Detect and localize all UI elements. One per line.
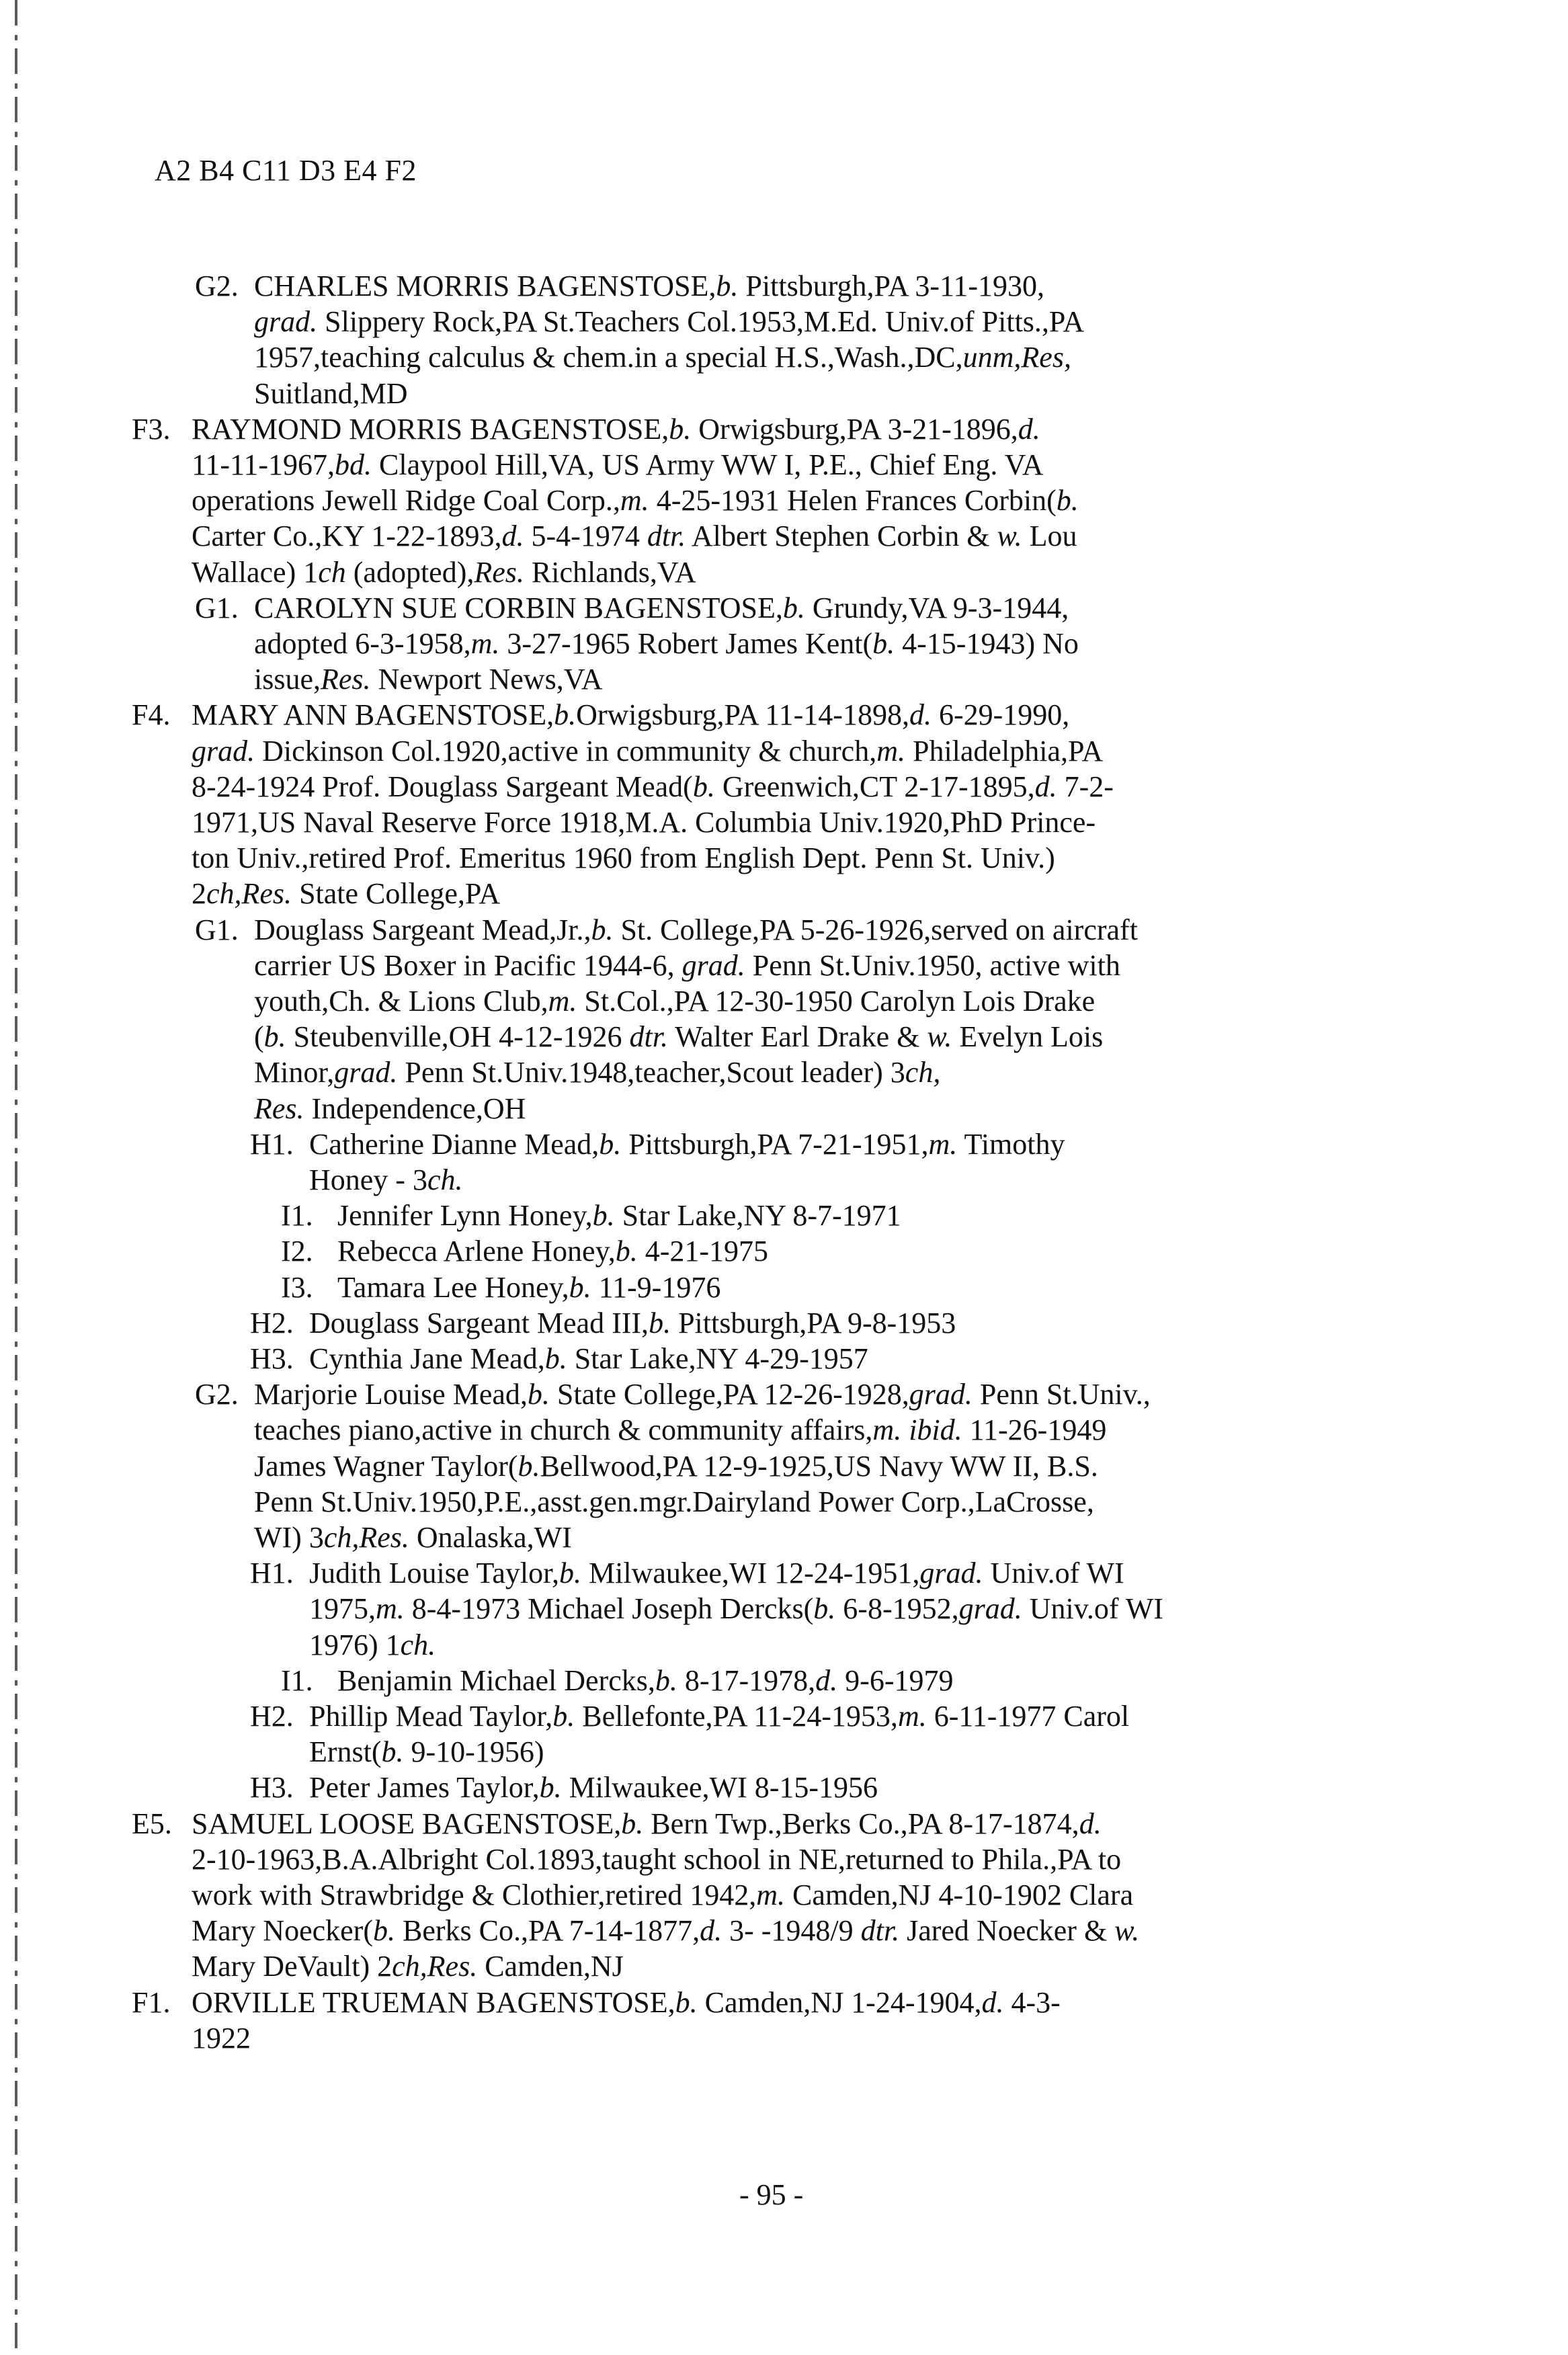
entry-continuation-line	[309, 1628, 436, 1663]
entry-text: Cynthia Jane Mead,	[309, 1342, 545, 1375]
entry-text: 11-26-1949	[962, 1413, 1107, 1447]
abbreviation-italic: ch,Res.	[392, 1950, 478, 1983]
abbreviation-italic: b.	[615, 1235, 638, 1268]
entry-text: Pittsburgh,PA 9-8-1953	[671, 1306, 956, 1339]
abbreviation-italic: b.	[527, 1378, 550, 1411]
abbreviation-italic: ch.	[427, 1163, 463, 1196]
abbreviation-italic: m.	[756, 1878, 785, 1911]
entry-label: I2.	[281, 1235, 313, 1268]
abbreviation-italic: b.	[544, 1342, 567, 1375]
entry-text: 6-11-1977 Carol	[926, 1700, 1130, 1733]
entry-text: Tamara Lee Honey,	[337, 1270, 569, 1304]
abbreviation-italic: w.	[927, 1020, 952, 1054]
entry-label: I3.	[281, 1270, 313, 1304]
abbreviation-italic: b.	[518, 1449, 540, 1483]
entry-text: 8-24-1924 Prof. Douglass Sargeant Mead(	[192, 770, 693, 803]
entry-text: Jared Noecker &	[899, 1914, 1115, 1948]
entry-continuation-line	[192, 1842, 1121, 1877]
entry-text: Marjorie Louise Mead,	[254, 1378, 528, 1411]
abbreviation-italic: b.	[813, 1592, 836, 1626]
entry-continuation-line	[192, 448, 1043, 483]
entry-text: Univ.of WI	[1022, 1592, 1163, 1626]
abbreviation-italic: b.	[263, 1020, 286, 1054]
entry-text: 4-15-1943) No	[895, 627, 1079, 660]
entry-text: Milwaukee,WI 12-24-1951,	[581, 1557, 920, 1590]
abbreviation-italic: m.	[548, 985, 577, 1018]
abbreviation-italic: b.	[559, 1557, 581, 1590]
entry-text: Douglass Sargeant Mead III,	[309, 1306, 649, 1339]
entry-text: Minor,	[254, 1056, 335, 1089]
entry-text: St. College,PA 5-26-1926,served on aircraft	[613, 913, 1138, 946]
entry-text: Steubenville,OH 4-12-1926	[286, 1020, 630, 1054]
entry-text: Judith Louise Taylor,	[309, 1557, 559, 1590]
entry-continuation-line	[192, 734, 1103, 769]
entry-text: CHARLES MORRIS BAGENSTOSE,	[254, 270, 716, 302]
entry-text: RAYMOND MORRIS BAGENSTOSE,	[192, 412, 669, 446]
entry-text: youth,Ch. & Lions Club,	[254, 985, 548, 1018]
abbreviation-italic: b.	[381, 1735, 404, 1769]
entry-text: Claypool Hill,VA, US Army WW I, P.E., Chief Eng. VA	[372, 448, 1044, 481]
abbreviation-italic: dtr.	[860, 1914, 900, 1948]
entry-text: Orwigsburg,PA 11-14-1898,	[576, 698, 909, 732]
entry-text: Dickinson Col.1920,active in community & church,	[255, 734, 877, 768]
abbreviation-italic: m.	[470, 627, 500, 660]
entry-text: 2	[192, 877, 206, 911]
entry-label: H1.	[250, 1127, 294, 1161]
entry-continuation-line	[254, 1485, 1094, 1520]
entry-text: 9-6-1979	[837, 1663, 954, 1697]
entry-text: 1922	[192, 2021, 251, 2055]
abbreviation-italic: w.	[997, 520, 1022, 553]
entry-line	[192, 698, 1069, 733]
abbreviation-italic: b.	[599, 1127, 622, 1161]
abbreviation-italic: unm,Res,	[962, 341, 1071, 374]
entry-continuation-line	[192, 805, 1096, 840]
abbreviation-italic: b.	[692, 770, 715, 803]
entry-label: F3.	[132, 412, 171, 446]
entry-text: 3-27-1965 Robert James Kent(	[499, 627, 873, 660]
entry-label: G2.	[195, 1378, 239, 1411]
abbreviation-italic: d.	[815, 1663, 838, 1697]
entry-continuation-line	[254, 1055, 940, 1090]
entry-text: 9-10-1956)	[403, 1735, 544, 1769]
entry-text: Mary DeVault) 2	[192, 1950, 393, 1983]
abbreviation-italic: dtr.	[647, 520, 686, 553]
entry-text: Star Lake,NY 4-29-1957	[567, 1342, 868, 1375]
entry-text: issue,	[254, 663, 321, 696]
entry-label: G2.	[195, 270, 239, 302]
entry-continuation-line	[192, 1949, 624, 1984]
entry-label: F1.	[132, 1985, 171, 2019]
entry-text: Bellwood,PA 12-9-1925,US Navy WW II, B.S.	[540, 1449, 1098, 1483]
entry-label: H2.	[250, 1306, 294, 1339]
entry-text: 4-21-1975	[637, 1235, 769, 1268]
entry-text: Camden,NJ 4-10-1902 Clara	[784, 1878, 1134, 1911]
entry-continuation-line	[254, 1091, 526, 1126]
abbreviation-italic: b.	[782, 591, 805, 624]
entry-label: H2.	[250, 1700, 294, 1733]
entry-text: 8-17-1978,	[677, 1663, 816, 1697]
entry-text: Milwaukee,WI 8-15-1956	[561, 1771, 878, 1805]
entry-text: Grundy,VA 9-3-1944,	[804, 591, 1069, 624]
entry-text: Honey - 3	[309, 1163, 427, 1196]
entry-text: Penn St.Univ.,	[972, 1378, 1151, 1411]
entry-text: Phillip Mead Taylor,	[309, 1700, 553, 1733]
entry-text: Pittsburgh,PA 3-11-1930,	[738, 270, 1044, 302]
entry-line	[337, 1663, 953, 1698]
abbreviation-italic: b.	[569, 1270, 591, 1304]
entry-label: G1.	[195, 913, 239, 946]
entry-continuation-line	[254, 626, 1079, 661]
abbreviation-italic: m.	[876, 734, 905, 768]
entry-continuation-line	[254, 984, 1095, 1019]
abbreviation-italic: ch,Res.	[206, 877, 292, 911]
entry-continuation-line	[254, 376, 408, 411]
abbreviation-italic: grad.	[192, 734, 255, 768]
entry-continuation-line	[192, 841, 1055, 876]
abbreviation-italic: ch.	[400, 1628, 436, 1661]
entry-text: 4-3-	[1003, 1985, 1061, 2019]
entry-text: work with Strawbridge & Clothier,retired 1942,	[192, 1878, 757, 1911]
entry-text: Orwigsburg,PA 3-21-1896,	[691, 412, 1018, 446]
entry-line	[309, 1306, 956, 1341]
entry-text: 11-11-1967,	[192, 448, 335, 481]
entry-continuation-line	[254, 1449, 1098, 1484]
entry-text: 6-29-1990,	[931, 698, 1070, 732]
entry-line	[337, 1198, 901, 1233]
entry-text: 2-10-1963,B.A.Albright Col.1893,taught school in NE,returned to Phila.,PA to	[192, 1842, 1122, 1876]
entry-text: 8-4-1973 Michael Joseph Dercks(	[404, 1592, 814, 1626]
entry-text: Lou	[1022, 520, 1077, 553]
entry-line	[337, 1234, 768, 1269]
abbreviation-italic: b.	[592, 1199, 615, 1233]
entry-text: adopted 6-3-1958,	[254, 627, 471, 660]
abbreviation-italic: ch	[318, 555, 346, 589]
entry-line	[254, 913, 1138, 948]
entry-continuation-line	[192, 2021, 251, 2056]
entry-text: Catherine Dianne Mead,	[309, 1127, 600, 1161]
abbreviation-italic: Res.	[321, 663, 371, 696]
abbreviation-italic: w.	[1114, 1914, 1140, 1948]
entry-text: Jennifer Lynn Honey,	[337, 1199, 593, 1233]
entry-line	[254, 1377, 1151, 1412]
entry-text: Penn St.Univ.1950, active with	[745, 948, 1120, 982]
entry-line	[309, 1770, 878, 1805]
entry-text: Suitland,MD	[254, 376, 408, 410]
entry-text: State College,PA	[292, 877, 501, 911]
entry-line	[192, 1985, 1061, 2020]
entry-text: Greenwich,CT 2-17-1895,	[714, 770, 1035, 803]
entry-continuation-line	[192, 483, 1079, 518]
entry-label: F4.	[132, 698, 171, 732]
entry-text: Pittsburgh,PA 7-21-1951,	[621, 1127, 929, 1161]
entry-text: James Wagner Taylor(	[254, 1449, 518, 1483]
abbreviation-italic: b.	[372, 1914, 395, 1948]
abbreviation-italic: b.	[872, 627, 895, 660]
entry-continuation-line	[309, 1735, 544, 1770]
entry-text: Walter Earl Drake &	[667, 1020, 927, 1054]
entry-text: 1957,teaching calculus & chem.in a special H.S.,Wash.,DC,	[254, 341, 963, 374]
binding-margin-marks	[15, 0, 17, 2355]
entry-text: (adopted),	[345, 555, 474, 589]
entry-text: Slippery Rock,PA St.Teachers Col.1953,M.Ed. Univ.of Pitts.,PA	[317, 305, 1085, 339]
entry-line	[254, 591, 1069, 626]
entry-text: Independence,OH	[304, 1091, 526, 1125]
entry-continuation-line	[254, 1413, 1106, 1448]
abbreviation-italic: b.	[591, 913, 614, 946]
abbreviation-italic: grad.	[682, 948, 745, 982]
entry-line	[309, 1699, 1129, 1734]
abbreviation-italic: b.	[655, 1663, 677, 1697]
abbreviation-italic: b.	[716, 270, 739, 302]
entry-text: 11-9-1976	[591, 1270, 721, 1304]
abbreviation-italic: Res.	[474, 555, 524, 589]
abbreviation-italic: d.	[1018, 412, 1040, 446]
entry-label: E5.	[132, 1807, 172, 1840]
entry-continuation-line	[254, 340, 1071, 375]
entry-text: Wallace) 1	[192, 555, 319, 589]
entry-text: ton Univ.,retired Prof. Emeritus 1960 from English Dept. Penn St. Univ.)	[192, 841, 1055, 875]
entry-text: Penn St.Univ.1950,P.E.,asst.gen.mgr.Dairyland Power Corp.,LaCrosse,	[254, 1485, 1094, 1518]
entry-text: Benjamin Michael Dercks,	[337, 1663, 655, 1697]
abbreviation-italic: bd.	[335, 448, 372, 481]
abbreviation-italic: d.	[909, 698, 932, 732]
entry-text: Evelyn Lois	[952, 1020, 1104, 1054]
entry-continuation-line	[254, 1520, 572, 1555]
abbreviation-italic: b.	[649, 1306, 671, 1339]
abbreviation-italic: m.	[620, 484, 649, 518]
abbreviation-italic: d.	[1079, 1807, 1102, 1840]
entry-text: Onalaska,WI	[409, 1521, 572, 1554]
entry-text: Mary Noecker(	[192, 1914, 373, 1948]
entry-continuation-line	[254, 662, 603, 697]
entry-text: 5-4-1974	[524, 520, 647, 553]
entry-text: Carter Co.,KY 1-22-1893,	[192, 520, 502, 553]
entry-label: H1.	[250, 1557, 294, 1590]
abbreviation-italic: ch,	[905, 1056, 941, 1089]
entry-text: CAROLYN SUE CORBIN BAGENSTOSE,	[254, 591, 783, 624]
entry-line	[309, 1127, 1065, 1162]
entry-label: H3.	[250, 1342, 294, 1375]
abbreviation-italic: d.	[501, 520, 524, 553]
entry-text: Penn St.Univ.1948,teacher,Scout leader) 3	[397, 1056, 905, 1089]
entry-continuation-line	[254, 304, 1084, 339]
entry-continuation-line	[254, 1020, 1103, 1055]
entry-text: Rebecca Arlene Honey,	[337, 1235, 616, 1268]
abbreviation-italic: b.	[675, 1985, 698, 2019]
entry-text: Peter James Taylor,	[309, 1771, 540, 1805]
entry-text: MARY ANN BAGENSTOSE,	[192, 698, 554, 732]
entry-text: 1975,	[309, 1592, 376, 1626]
entry-continuation-line	[309, 1592, 1163, 1626]
entry-continuation-line	[192, 555, 696, 590]
abbreviation-italic: Res.	[254, 1091, 304, 1125]
entry-text: 3- -1948/9	[722, 1914, 861, 1948]
entry-text: teaches piano,active in church & community affairs,	[254, 1413, 873, 1447]
entry-line	[254, 269, 1044, 304]
abbreviation-italic: b.	[554, 698, 577, 732]
abbreviation-italic: b.	[552, 1700, 575, 1733]
abbreviation-italic: grad.	[958, 1592, 1022, 1626]
entry-text: St.Col.,PA 12-30-1950 Carolyn Lois Drake	[577, 985, 1096, 1018]
entry-text: Newport News,VA	[370, 663, 603, 696]
entry-text: Douglass Sargeant Mead,Jr.,	[254, 913, 591, 946]
abbreviation-italic: grad.	[909, 1378, 973, 1411]
entry-continuation-line	[192, 876, 500, 911]
entry-continuation-line	[254, 948, 1120, 983]
entry-continuation-line	[192, 1913, 1139, 1948]
entry-text: Albert Stephen Corbin &	[686, 520, 997, 553]
abbreviation-italic: m.	[376, 1592, 405, 1626]
entry-line	[309, 1556, 1124, 1591]
entry-continuation-line	[192, 770, 1114, 804]
entry-line	[192, 412, 1040, 447]
entry-continuation-line	[192, 1878, 1133, 1913]
abbreviation-italic: grad.	[254, 305, 318, 339]
entry-text: Bern Twp.,Berks Co.,PA 8-17-1874,	[643, 1807, 1079, 1840]
entry-text: operations Jewell Ridge Coal Corp.,	[192, 484, 620, 518]
entry-text: 6-8-1952,	[835, 1592, 959, 1626]
abbreviation-italic: ch,Res.	[323, 1521, 409, 1554]
entry-text: Univ.of WI	[983, 1557, 1124, 1590]
abbreviation-italic: m. ibid.	[872, 1413, 962, 1447]
abbreviation-italic: d.	[700, 1914, 723, 1948]
entry-text: Berks Co.,PA 7-14-1877,	[395, 1914, 700, 1948]
abbreviation-italic: m.	[928, 1127, 958, 1161]
lineage-header: A2 B4 C11 D3 E4 F2	[155, 154, 417, 187]
entry-line	[337, 1270, 720, 1305]
entry-continuation-line	[192, 519, 1077, 554]
entry-text: Camden,NJ 1-24-1904,	[697, 1985, 982, 2019]
entry-text: ORVILLE TRUEMAN BAGENSTOSE,	[192, 1985, 675, 2019]
entry-label: I1.	[281, 1663, 313, 1697]
abbreviation-italic: grad.	[919, 1557, 983, 1590]
entry-text: Star Lake,NY 8-7-1971	[614, 1199, 901, 1233]
entry-text: Ernst(	[309, 1735, 382, 1769]
entry-text: carrier US Boxer in Pacific 1944-6,	[254, 948, 682, 982]
entry-text: 1971,US Naval Reserve Force 1918,M.A. Columbia Univ.1920,PhD Prince-	[192, 806, 1096, 839]
abbreviation-italic: m.	[897, 1700, 927, 1733]
entry-text: 7-2-	[1057, 770, 1114, 803]
entry-line	[309, 1341, 868, 1376]
entry-text: 4-25-1931 Helen Frances Corbin(	[649, 484, 1057, 518]
abbreviation-italic: d.	[1034, 770, 1057, 803]
abbreviation-italic: b.	[621, 1807, 644, 1840]
page-number: - 95 -	[739, 2178, 804, 2211]
entry-text: State College,PA 12-26-1928,	[549, 1378, 909, 1411]
entry-label: I1.	[281, 1199, 313, 1233]
abbreviation-italic: b.	[539, 1771, 562, 1805]
abbreviation-italic: b.	[669, 412, 692, 446]
entry-text: Richlands,VA	[524, 555, 696, 589]
entry-continuation-line	[309, 1163, 463, 1198]
entry-text: 1976) 1	[309, 1628, 401, 1661]
entry-text: Philadelphia,PA	[905, 734, 1104, 768]
abbreviation-italic: b.	[1056, 484, 1079, 518]
abbreviation-italic: grad.	[334, 1056, 398, 1089]
abbreviation-italic: d.	[981, 1985, 1004, 2019]
entry-text: Camden,NJ	[477, 1950, 624, 1983]
entry-text: WI) 3	[254, 1521, 324, 1554]
entry-text: (	[254, 1020, 264, 1054]
entry-label: H3.	[250, 1771, 294, 1805]
entry-line	[192, 1807, 1102, 1842]
entry-label: G1.	[195, 591, 239, 624]
entry-text: Bellefonte,PA 11-24-1953,	[575, 1700, 898, 1733]
entry-text: Timothy	[957, 1127, 1065, 1161]
entry-text: SAMUEL LOOSE BAGENSTOSE,	[192, 1807, 622, 1840]
abbreviation-italic: dtr.	[629, 1020, 668, 1054]
